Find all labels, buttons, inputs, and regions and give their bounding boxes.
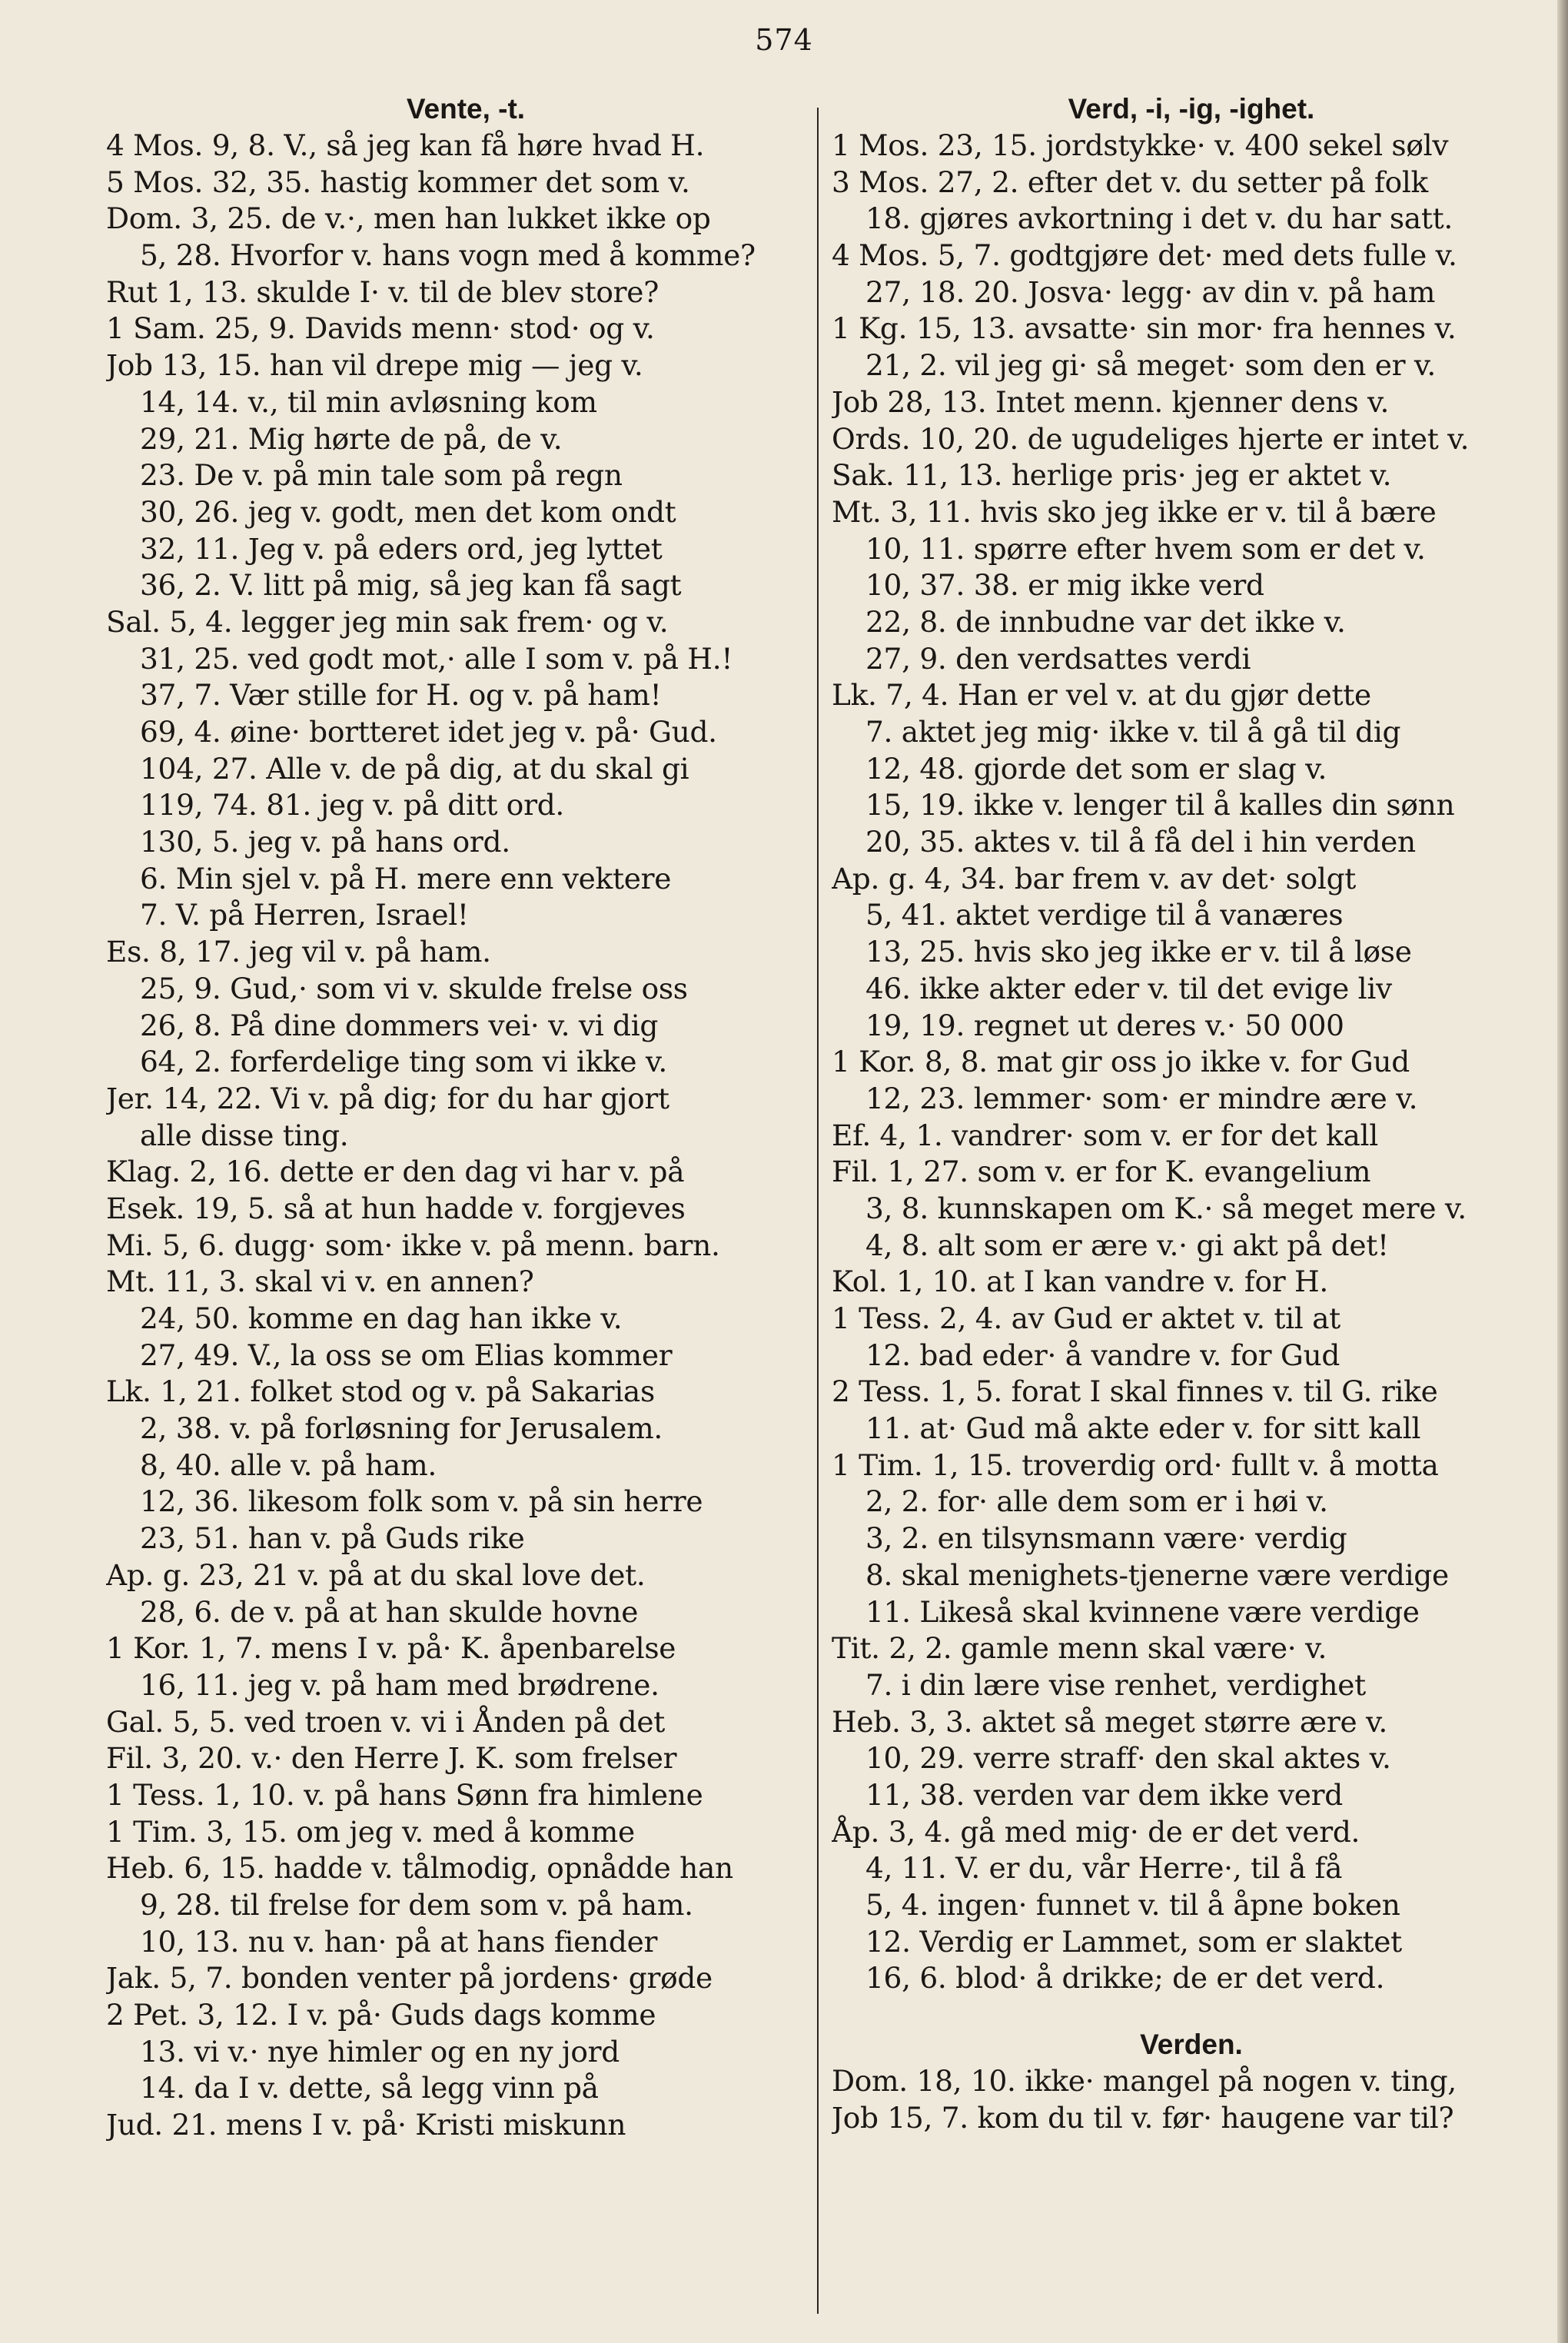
concordance-entry: 20, 35. aktes v. til å få del i hin verden [865,825,1416,859]
concordance-entry: 27, 9. den verdsattes verdi [865,641,1251,676]
concordance-entry: 1 Sam. 25, 9. Davids menn· stod· og v. [106,311,655,346]
concordance-entry: Lk. 7, 4. Han er vel v. at du gjør dette [832,678,1371,713]
concordance-entry: 18. gjøres avkortning i det v. du har satt. [865,201,1453,236]
right-entries [832,128,1551,1997]
concordance-entry: Dom. 3, 25. de v.·, men han lukket ikke op [106,201,711,236]
concordance-entry: 14, 14. v., til min avløsning kom [140,384,597,419]
concordance-entry: 15, 19. ikke v. lenger til å kalles din sønn [865,788,1455,823]
concordance-entry: 2 Pet. 3, 12. I v. på· Guds dags komme [106,1998,656,2032]
concordance-entry: 10, 13. nu v. han· på at hans fiender [140,1924,658,1959]
concordance-entry: Rut 1, 13. skulde I· v. til de blev store? [106,274,659,309]
concordance-entry: 28, 6. de v. på at han skulde hovne [140,1594,639,1629]
concordance-entry: Sak. 11, 13. herlige pris· jeg er aktet v. [832,458,1392,493]
concordance-entry: 21, 2. vil jeg gi· så meget· som den er v. [865,348,1436,383]
concordance-entry: Mt. 3, 11. hvis sko jeg ikke er v. til å bære [832,494,1437,529]
concordance-entry: 23. De v. på min tale som på regn [140,458,623,493]
concordance-entry: 12, 36. likesom folk som v. på sin herre [140,1484,703,1519]
left-entries [106,128,826,2144]
concordance-entry: 3, 8. kunnskapen om K.· så meget mere v. [865,1191,1467,1225]
concordance-entry: 11. Likeså skal kvinnene være verdige [865,1594,1420,1629]
concordance-entry: 4, 8. alt som er ære v.· gi akt på det! [865,1228,1389,1262]
concordance-entry: Ap. g. 4, 34. bar frem v. av det· solgt [832,861,1357,896]
column-divider [817,108,819,2314]
concordance-entry: Lk. 1, 21. folket stod og v. på Sakarias [106,1374,655,1409]
concordance-entry: 12. Verdig er Lammet, som er slaktet [865,1924,1402,1959]
concordance-entry: Heb. 3, 3. aktet så meget større ære v. [832,1704,1388,1739]
concordance-entry: 37, 7. Vær stille for H. og v. på ham! [140,678,662,713]
concordance-entry: 27, 18. 20. Josva· legg· av din v. på ham [865,274,1436,309]
concordance-entry: 8. skal menighets-tjenerne være verdige [865,1557,1449,1592]
concordance-entry: 1 Kor. 8, 8. mat gir oss jo ikke v. for Gud [832,1045,1410,1079]
concordance-entry: Klag. 2, 16. dette er den dag vi har v. på [106,1155,685,1189]
concordance-entry: 16, 6. blod· å drikke; de er det verd. [865,1961,1385,1996]
concordance-entry: 11. at· Gud må akte eder v. for sitt kall [865,1411,1421,1446]
concordance-entry: Jak. 5, 7. bonden venter på jordens· grøde [106,1961,713,1996]
concordance-entry: Ap. g. 23, 21 v. på at du skal love det. [106,1557,646,1592]
concordance-entry: Ef. 4, 1. vandrer· som v. er for det kall [832,1118,1378,1152]
concordance-entry: 29, 21. Mig hørte de på, de v. [140,421,563,456]
concordance-entry: 64, 2. forferdelige ting som vi ikke v. [140,1045,667,1079]
concordance-entry: 10, 11. spørre efter hvem som er det v. [865,531,1426,566]
concordance-entry: 1 Mos. 23, 15. jordstykke· v. 400 sekel sølv [832,128,1449,162]
concordance-entry: alle disse ting. [140,1118,349,1152]
concordance-entry: 4, 11. V. er du, vår Herre·, til å få [865,1851,1343,1886]
concordance-entry: Job 28, 13. Intet menn. kjenner dens v. [832,384,1390,419]
concordance-entry: Gal. 5, 5. ved troen v. vi i Ånden på det [106,1704,666,1739]
concordance-entry: Mt. 11, 3. skal vi v. en annen? [106,1265,534,1299]
concordance-entry: 10, 37. 38. er mig ikke verd [865,568,1264,603]
concordance-entry: 27, 49. V., la oss se om Elias kommer [140,1338,673,1372]
concordance-entry: 7. aktet jeg mig· ikke v. til å gå til dig [865,715,1401,749]
concordance-entry: 13. vi v.· nye himler og en ny jord [140,2034,620,2069]
concordance-entry: 7. V. på Herren, Israel! [140,898,469,932]
concordance-entry: 1 Tim. 1, 15. troverdig ord· fullt v. å motta [832,1447,1439,1482]
concordance-entry: 16, 11. jeg v. på ham med brødrene. [140,1667,659,1702]
concordance-entry: 26, 8. På dine dommers vei· v. vi dig [140,1008,659,1042]
concordance-entry: 4 Mos. 5, 7. godtgjøre det· med dets fulle v. [832,238,1457,273]
concordance-entry: 11, 38. verden var dem ikke verd [865,1777,1344,1812]
concordance-entry: Sal. 5, 4. legger jeg min sak frem· og v. [106,604,669,639]
concordance-entry: Tit. 2, 2. gamle menn skal være· v. [832,1631,1327,1666]
concordance-entry: 2, 2. for· alle dem som er i høi v. [865,1484,1328,1519]
concordance-entry: 3, 2. en tilsynsmann være· verdig [865,1521,1347,1556]
concordance-entry: 5, 4. ingen· funnet v. til å åpne boken [865,1888,1400,1922]
concordance-entry: 12. bad eder· å vandre v. for Gud [865,1338,1340,1372]
concordance-entry: Job 13, 15. han vil drepe mig — jeg v. [106,348,643,383]
concordance-entry: Åp. 3, 4. gå med mig· de er det verd. [832,1814,1360,1849]
concordance-entry: 9, 28. til frelse for dem som v. på ham. [140,1888,693,1922]
concordance-entry: Fil. 1, 27. som v. er for K. evangelium [832,1155,1371,1189]
concordance-entry: Mi. 5, 6. dugg· som· ikke v. på menn. barn. [106,1228,720,1262]
concordance-entry: 2 Tess. 1, 5. forat I skal finnes v. til G. rike [832,1374,1438,1409]
section-heading-verd: Verd, -i, -ig, -ighet. [1068,93,1315,125]
concordance-entry: 12, 48. gjorde det som er slag v. [865,751,1327,786]
concordance-entry: Jer. 14, 22. Vi v. på dig; for du har gjort [106,1081,669,1115]
concordance-entry: 104, 27. Alle v. de på dig, at du skal gi [140,751,689,786]
concordance-entry: Dom. 18, 10. ikke· mangel på nogen v. ting, [832,2064,1457,2099]
section-heading-vente: Vente, -t. [406,93,526,125]
concordance-entry: 5 Mos. 32, 35. hastig kommer det som v. [106,165,690,199]
concordance-entry: 1 Tess. 2, 4. av Gud er aktet v. til at [832,1301,1340,1335]
concordance-entry: 1 Tess. 1, 10. v. på hans Sønn fra himlene [106,1777,703,1812]
concordance-entry: Jud. 21. mens I v. på· Kristi miskunn [106,2108,626,2142]
concordance-entry: 31, 25. ved godt mot,· alle I som v. på H.! [140,641,733,676]
concordance-entry: 22, 8. de innbudne var det ikke v. [865,604,1346,639]
concordance-entry: 4 Mos. 9, 8. V., så jeg kan få høre hvad H. [106,128,705,162]
concordance-entry: 5, 28. Hvorfor v. hans vogn med å komme? [140,238,756,273]
concordance-entry: Ords. 10, 20. de ugudeliges hjerte er intet v. [832,421,1470,456]
concordance-entry: 119, 74. 81. jeg v. på ditt ord. [140,788,565,823]
concordance-entry: 1 Tim. 3, 15. om jeg v. med å komme [106,1814,635,1849]
left-column [106,91,826,2144]
concordance-entry: 19, 19. regnet ut deres v.· 50 000 [865,1008,1344,1042]
concordance-entry: Es. 8, 17. jeg vil v. på ham. [106,935,491,969]
concordance-entry: Heb. 6, 15. hadde v. tålmodig, opnådde han [106,1851,733,1886]
concordance-entry: 6. Min sjel v. på H. mere enn vektere [140,861,672,896]
page-edge [1557,0,1568,2343]
concordance-entry: 14. da I v. dette, så legg vinn på [140,2071,599,2105]
concordance-entry: 24, 50. komme en dag han ikke v. [140,1301,623,1335]
right-column [832,91,1551,2136]
concordance-entry: 23, 51. han v. på Guds rike [140,1521,525,1556]
concordance-entry: 30, 26. jeg v. godt, men det kom ondt [140,494,676,529]
concordance-entry: 69, 4. øine· bortteret idet jeg v. på· Gud. [140,715,717,749]
concordance-entry: Esek. 19, 5. så at hun hadde v. forgjeves [106,1191,686,1225]
concordance-entry: 1 Kor. 1, 7. mens I v. på· K. åpenbarelse [106,1631,676,1666]
page-number: 574 [755,23,813,57]
concordance-entry: 7. i din lære vise renhet, verdighet [865,1667,1366,1702]
concordance-entry: 13, 25. hvis sko jeg ikke er v. til å løse [865,935,1412,969]
concordance-entry: Job 15, 7. kom du til v. før· haugene var til? [832,2100,1454,2135]
concordance-entry: 2, 38. v. på forløsning for Jerusalem. [140,1411,663,1446]
concordance-entry: 8, 40. alle v. på ham. [140,1447,437,1482]
concordance-entry: 3 Mos. 27, 2. efter det v. du setter på folk [832,165,1428,199]
concordance-entry: 32, 11. Jeg v. på eders ord, jeg lyttet [140,531,663,566]
concordance-entry: 10, 29. verre straff· den skal aktes v. [865,1741,1391,1776]
concordance-entry: Kol. 1, 10. at I kan vandre v. for H. [832,1265,1329,1299]
concordance-entry: 130, 5. jeg v. på hans ord. [140,825,510,859]
concordance-entry: 5, 41. aktet verdige til å vanæres [865,898,1344,932]
concordance-entry: 12, 23. lemmer· som· er mindre ære v. [865,1081,1418,1115]
right-sub-entries [832,2063,1551,2136]
concordance-entry: 25, 9. Gud,· som vi v. skulde frelse oss [140,971,688,1005]
concordance-entry: 1 Kg. 15, 13. avsatte· sin mor· fra hennes v. [832,311,1457,346]
concordance-entry: Fil. 3, 20. v.· den Herre J. K. som frelser [106,1741,677,1776]
concordance-entry: 46. ikke akter eder v. til det evige liv [865,971,1392,1005]
section-heading-verden: Verden. [1140,2029,1243,2061]
concordance-entry: 36, 2. V. litt på mig, så jeg kan få sagt [140,568,682,603]
